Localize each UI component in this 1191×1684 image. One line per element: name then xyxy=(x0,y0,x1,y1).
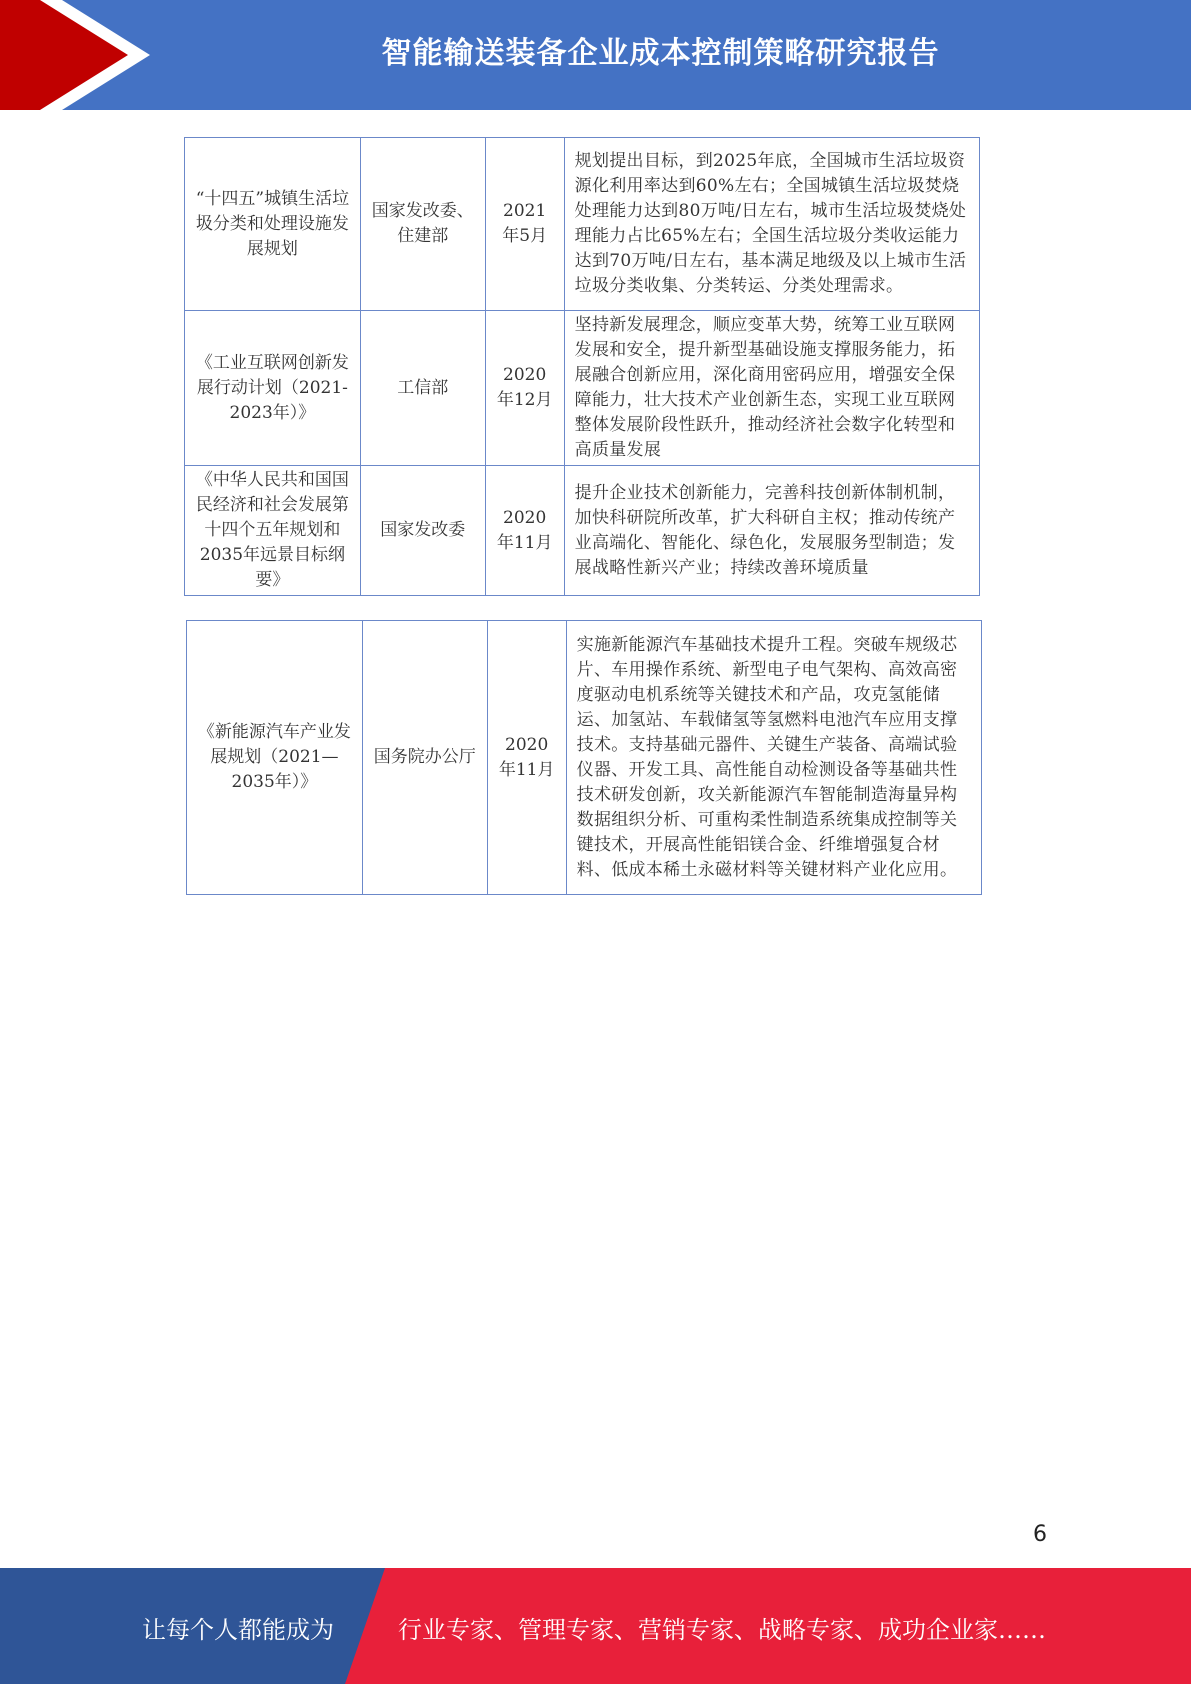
issue-date-cell: 2020年11月 xyxy=(487,621,566,895)
policy-content-cell: 坚持新发展理念，顺应变革大势，统筹工业互联网发展和安全，提升新型基础设施支撑服务能力，拓展融合创新应用，深化商用密码应用，增强安全保障能力，壮大技术产业创新生态，实现工业互联网整体发展阶段性跃升，推动经济社会数字化转型和高质量发展 xyxy=(564,311,979,466)
footer-banner xyxy=(0,1568,1191,1684)
policy-name-cell: 《新能源汽车产业发展规划（2021—2035年）》 xyxy=(187,621,363,895)
issuing-dept-cell: 国务院办公厅 xyxy=(362,621,487,895)
table-row xyxy=(185,311,980,466)
policy-name-cell: 《中华人民共和国国民经济和社会发展第十四个五年规划和2035年远景目标纲要》 xyxy=(185,466,361,596)
policy-content-cell: 实施新能源汽车基础技术提升工程。突破车规级芯片、车用操作系统、新型电子电气架构、高效高密度驱动电机系统等关键技术和产品，攻克氢能储运、加氢站、车载储氢等氢燃料电池汽车应用支撑技术。支持基础元器件、关键生产装备、高端试验仪器、开发工具、高性能自动检测设备等基础共性技术研发创新，攻关新能源汽车智能制造海量异构数据组织分析、可重构柔性制造系统集成控制等关键技术，开展高性能铝镁合金、纤维增强复合材料、低成本稀土永磁材料等关键材料产业化应用。 xyxy=(566,621,981,895)
issuing-dept-cell: 工信部 xyxy=(360,311,485,466)
policy-content-cell: 提升企业技术创新能力，完善科技创新体制机制，加快科研院所改革，扩大科研自主权；推动传统产业高端化、智能化、绿色化，发展服务型制造；发展战略性新兴产业；持续改善环境质量 xyxy=(564,466,979,596)
footer-slogan-left: 让每个人都能成为 xyxy=(142,1616,334,1644)
footer-slogan-right: 行业专家、管理专家、营销专家、战略专家、成功企业家…… xyxy=(398,1616,1046,1644)
policy-content-cell: 规划提出目标，到2025年底，全国城市生活垃圾资源化利用率达到60%左右；全国城镇生活垃圾焚烧处理能力达到80万吨/日左右，城市生活垃圾焚烧处理能力占比65%左右；全国生活垃圾分类收运能力达到70万吨/日左右，基本满足地级及以上城市生活垃圾分类收集、分类转运、分类处理需求。 xyxy=(564,138,979,311)
table-row xyxy=(185,466,980,596)
policy-name-cell: “十四五”城镇生活垃圾分类和处理设施发展规划 xyxy=(185,138,361,311)
report-title: 智能输送装备企业成本控制策略研究报告 xyxy=(381,36,940,71)
table-row xyxy=(185,138,980,311)
issuing-dept-cell: 国家发改委 xyxy=(360,466,485,596)
header-banner xyxy=(0,0,1191,110)
policy-table-1 xyxy=(184,137,980,596)
policy-table-2 xyxy=(186,620,982,895)
page-number: 6 xyxy=(1033,1522,1047,1547)
issue-date-cell: 2021年5月 xyxy=(485,138,564,311)
table-row xyxy=(187,621,982,895)
issuing-dept-cell: 国家发改委、住建部 xyxy=(360,138,485,311)
policy-name-cell: 《工业互联网创新发展行动计划（2021-2023年）》 xyxy=(185,311,361,466)
issue-date-cell: 2020年12月 xyxy=(485,311,564,466)
issue-date-cell: 2020年11月 xyxy=(485,466,564,596)
